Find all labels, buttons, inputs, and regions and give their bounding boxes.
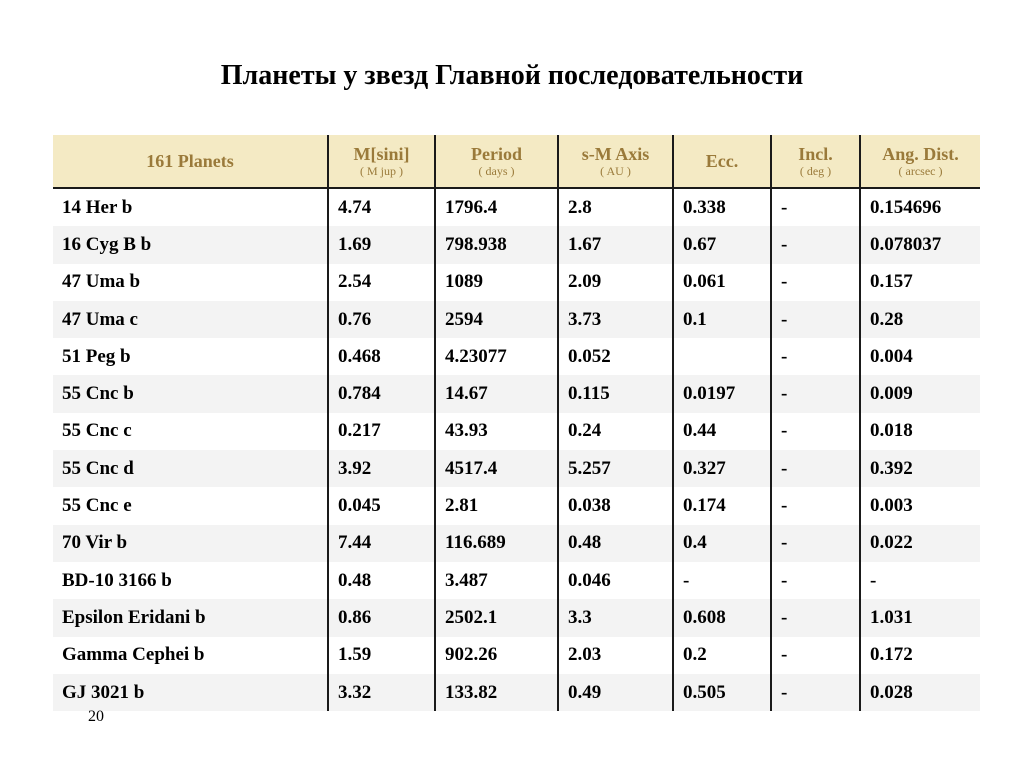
planet-name-cell: 16 Cyg B b bbox=[53, 226, 328, 263]
page-number: 20 bbox=[88, 708, 104, 725]
slide-title: Планеты у звезд Главной последовательности bbox=[220, 60, 804, 91]
table-cell: 4.23077 bbox=[435, 338, 558, 375]
table-body bbox=[53, 188, 980, 711]
table-cell: 0.052 bbox=[558, 338, 673, 375]
table-cell: 1.031 bbox=[860, 599, 980, 636]
column-header bbox=[435, 135, 558, 188]
column-header-label: Ecc. bbox=[705, 151, 739, 171]
table-cell: - bbox=[771, 301, 860, 338]
table-row bbox=[53, 487, 980, 524]
planet-name-cell: 47 Uma c bbox=[53, 301, 328, 338]
column-header-label: Ang. Dist. bbox=[882, 144, 959, 164]
table-row bbox=[53, 264, 980, 301]
table-cell: 0.217 bbox=[328, 413, 435, 450]
column-header-label: M[sini] bbox=[353, 144, 410, 164]
table-cell: 0.67 bbox=[673, 226, 771, 263]
table-cell: 0.392 bbox=[860, 450, 980, 487]
planet-name-cell: 47 Uma b bbox=[53, 264, 328, 301]
table-cell: 0.028 bbox=[860, 674, 980, 711]
column-header bbox=[53, 135, 328, 188]
table-row bbox=[53, 413, 980, 450]
table-cell: 2.54 bbox=[328, 264, 435, 301]
column-header bbox=[860, 135, 980, 188]
planet-name-cell: 55 Cnc c bbox=[53, 413, 328, 450]
table-cell: 0.115 bbox=[558, 375, 673, 412]
column-header-unit: ( days ) bbox=[478, 164, 515, 178]
table-row bbox=[53, 338, 980, 375]
table-cell: 0.174 bbox=[673, 487, 771, 524]
table-cell: 0.018 bbox=[860, 413, 980, 450]
table-cell: 2.81 bbox=[435, 487, 558, 524]
table-cell: 0.157 bbox=[860, 264, 980, 301]
table-cell: - bbox=[771, 674, 860, 711]
table-cell: 0.009 bbox=[860, 375, 980, 412]
table-row bbox=[53, 674, 980, 711]
table-cell: 0.045 bbox=[328, 487, 435, 524]
table-cell: 0.338 bbox=[673, 188, 771, 226]
table-cell: - bbox=[771, 338, 860, 375]
table-cell: 5.257 bbox=[558, 450, 673, 487]
table-cell: 0.48 bbox=[328, 562, 435, 599]
table-cell: 0.608 bbox=[673, 599, 771, 636]
table-cell: - bbox=[771, 450, 860, 487]
table-cell: 3.32 bbox=[328, 674, 435, 711]
planet-name-cell: Gamma Cephei b bbox=[53, 637, 328, 674]
table-cell: 4.74 bbox=[328, 188, 435, 226]
table-cell: - bbox=[771, 525, 860, 562]
table-cell: 798.938 bbox=[435, 226, 558, 263]
table-cell: 0.172 bbox=[860, 637, 980, 674]
table-header bbox=[53, 135, 980, 188]
column-header-label: Incl. bbox=[798, 144, 833, 164]
table-cell: 0.468 bbox=[328, 338, 435, 375]
table-cell: 0.44 bbox=[673, 413, 771, 450]
table-cell: 43.93 bbox=[435, 413, 558, 450]
column-header-unit: ( AU ) bbox=[600, 164, 631, 178]
table-row bbox=[53, 375, 980, 412]
table-cell: - bbox=[673, 562, 771, 599]
column-header-unit: ( M jup ) bbox=[360, 164, 403, 178]
table-row bbox=[53, 599, 980, 636]
table-cell: 4517.4 bbox=[435, 450, 558, 487]
table-cell: - bbox=[860, 562, 980, 599]
table-row bbox=[53, 301, 980, 338]
column-header-label: 161 Planets bbox=[146, 151, 234, 171]
planet-name-cell: 70 Vir b bbox=[53, 525, 328, 562]
table-cell: 0.061 bbox=[673, 264, 771, 301]
table-cell: 0.004 bbox=[860, 338, 980, 375]
table-cell: - bbox=[771, 487, 860, 524]
table-cell: 2594 bbox=[435, 301, 558, 338]
column-header-unit: ( arcsec ) bbox=[898, 164, 943, 178]
table-cell: 0.2 bbox=[673, 637, 771, 674]
table-cell: 0.28 bbox=[860, 301, 980, 338]
table-cell: 0.24 bbox=[558, 413, 673, 450]
planet-name-cell: 14 Her b bbox=[53, 188, 328, 226]
table-cell: 133.82 bbox=[435, 674, 558, 711]
table-cell: - bbox=[771, 637, 860, 674]
planet-name-cell: BD-10 3166 b bbox=[53, 562, 328, 599]
planet-name-cell: 51 Peg b bbox=[53, 338, 328, 375]
table-cell: 0.0197 bbox=[673, 375, 771, 412]
table-row bbox=[53, 188, 980, 226]
table-cell: 902.26 bbox=[435, 637, 558, 674]
table-row bbox=[53, 226, 980, 263]
table-cell: 2.03 bbox=[558, 637, 673, 674]
table-cell: - bbox=[771, 599, 860, 636]
table-cell: 0.76 bbox=[328, 301, 435, 338]
column-header bbox=[558, 135, 673, 188]
table-cell: - bbox=[771, 188, 860, 226]
table-cell: 0.505 bbox=[673, 674, 771, 711]
table-cell: 0.784 bbox=[328, 375, 435, 412]
header-row bbox=[53, 135, 980, 188]
table-cell: 2.8 bbox=[558, 188, 673, 226]
planet-name-cell: 55 Cnc d bbox=[53, 450, 328, 487]
table-cell: 0.1 bbox=[673, 301, 771, 338]
table-cell: - bbox=[771, 562, 860, 599]
column-header bbox=[771, 135, 860, 188]
table-cell bbox=[673, 338, 771, 375]
table-cell: 116.689 bbox=[435, 525, 558, 562]
column-header bbox=[328, 135, 435, 188]
table-cell: 0.078037 bbox=[860, 226, 980, 263]
table-cell: 0.038 bbox=[558, 487, 673, 524]
table-cell: 1.69 bbox=[328, 226, 435, 263]
planet-name-cell: 55 Cnc b bbox=[53, 375, 328, 412]
table-cell: - bbox=[771, 226, 860, 263]
table-cell: - bbox=[771, 375, 860, 412]
table-row bbox=[53, 525, 980, 562]
table-cell: 2.09 bbox=[558, 264, 673, 301]
table-cell: 0.86 bbox=[328, 599, 435, 636]
table-cell: 1089 bbox=[435, 264, 558, 301]
table-cell: 3.92 bbox=[328, 450, 435, 487]
table-cell: 3.73 bbox=[558, 301, 673, 338]
table-cell: 0.046 bbox=[558, 562, 673, 599]
table-cell: 1.67 bbox=[558, 226, 673, 263]
planets-table-container bbox=[53, 135, 980, 711]
column-header-label: Period bbox=[471, 144, 522, 164]
table-cell: 3.3 bbox=[558, 599, 673, 636]
table-cell: 0.003 bbox=[860, 487, 980, 524]
planet-name-cell: 55 Cnc e bbox=[53, 487, 328, 524]
table-row bbox=[53, 450, 980, 487]
table-row bbox=[53, 562, 980, 599]
column-header-unit: ( deg ) bbox=[799, 164, 832, 178]
table-cell: - bbox=[771, 413, 860, 450]
table-cell: 0.49 bbox=[558, 674, 673, 711]
table-cell: 0.48 bbox=[558, 525, 673, 562]
table-cell: 7.44 bbox=[328, 525, 435, 562]
table-row bbox=[53, 637, 980, 674]
table-cell: - bbox=[771, 264, 860, 301]
table-cell: 14.67 bbox=[435, 375, 558, 412]
table-cell: 3.487 bbox=[435, 562, 558, 599]
column-header bbox=[673, 135, 771, 188]
column-header-label: s-M Axis bbox=[581, 144, 650, 164]
table-cell: 1.59 bbox=[328, 637, 435, 674]
planets-table bbox=[53, 135, 980, 711]
table-cell: 0.154696 bbox=[860, 188, 980, 226]
table-cell: 0.327 bbox=[673, 450, 771, 487]
table-cell: 1796.4 bbox=[435, 188, 558, 226]
planet-name-cell: Epsilon Eridani b bbox=[53, 599, 328, 636]
planet-name-cell: GJ 3021 b bbox=[53, 674, 328, 711]
table-cell: 0.4 bbox=[673, 525, 771, 562]
table-cell: 0.022 bbox=[860, 525, 980, 562]
table-cell: 2502.1 bbox=[435, 599, 558, 636]
